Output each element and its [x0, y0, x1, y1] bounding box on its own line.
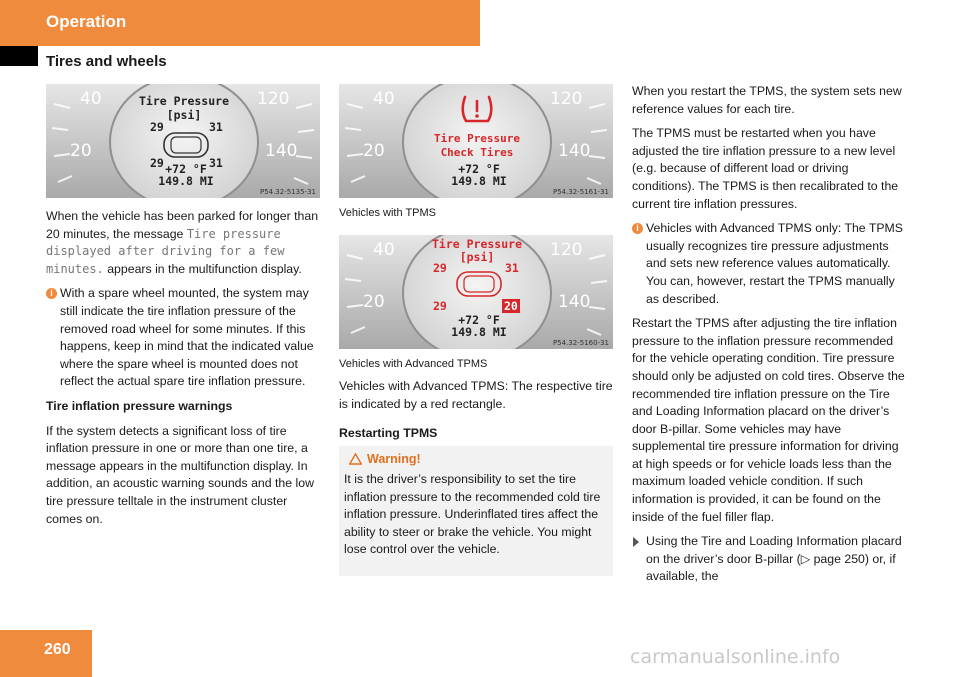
- page-reference-link[interactable]: ▷ page 250: [800, 551, 865, 566]
- watermark: carmanualsonline.info: [630, 646, 841, 668]
- column-1: [46, 208, 323, 535]
- gauge-number: 120: [257, 89, 290, 109]
- outside-temperature: +72 °F: [458, 162, 500, 176]
- figure-caption: Vehicles with TPMS: [339, 207, 437, 219]
- warning-triangle-icon: [349, 453, 362, 465]
- paragraph: When the vehicle has been parked for longer than 20 minutes, the message Tire pressure displayed after driving for a few minutes. appears in the multifunction display.: [46, 209, 319, 276]
- subheading: Restarting TPMS: [339, 426, 438, 441]
- tire-rear-left: 29: [433, 299, 447, 313]
- paragraph: The TPMS must be restarted when you have adjusted the tire inflation pressure to a new level (e.g. because of different load or driving conditions). The TPMS is then recalibrated to the current tire inflation pressures.: [632, 126, 899, 211]
- alert-line-1: Tire Pressure: [433, 132, 521, 145]
- odometer: 149.8 MI: [451, 174, 507, 188]
- gauge-number: 20: [70, 141, 92, 161]
- outside-temperature: +72 °F: [165, 162, 207, 176]
- figure-reference: P54.32-5135-31: [259, 188, 316, 196]
- tire-rear-left: 29: [150, 156, 164, 170]
- step-item: Using the Tire and Loading Information placard on the driver’s door B-pillar (▷ page 250) or, if available, the: [632, 533, 909, 586]
- outside-temperature: +72 °F: [458, 313, 500, 327]
- figure-reference: P54.32-5161-31: [552, 188, 609, 196]
- figure-reference: P54.32-5160-31: [552, 339, 609, 347]
- tire-front-left: 29: [150, 120, 164, 134]
- figure-caption: Vehicles with Advanced TPMS: [339, 358, 488, 370]
- gauge-number: 140: [558, 141, 591, 161]
- column-2: [339, 378, 615, 450]
- display-title: Tire Pressure: [431, 237, 523, 251]
- display-message: Tire pressure displayed after driving for a few minutes.: [46, 226, 285, 276]
- chapter-title: Operation: [46, 12, 127, 31]
- gauge-number: 140: [558, 292, 591, 312]
- subheading: Tire inflation pressure warnings: [46, 398, 233, 413]
- tire-front-right: 31: [209, 120, 223, 134]
- gauge-number: 20: [363, 292, 385, 312]
- tire-rear-right: 20: [504, 299, 518, 313]
- page-number: 260: [44, 641, 71, 658]
- warning-title: Warning!: [349, 452, 421, 466]
- figure-tire-pressure-warning: [339, 84, 613, 198]
- column-3: [632, 83, 909, 593]
- section-marker: [0, 46, 38, 66]
- paragraph: When you restart the TPMS, the system sets new reference values for each tire.: [632, 84, 902, 116]
- gauge-number: 140: [265, 141, 298, 161]
- tire-front-left: 29: [433, 261, 447, 275]
- odometer: 149.8 MI: [451, 325, 507, 339]
- paragraph: Restart the TPMS after adjusting the tire inflation pressure to the inflation pressure recommended for the vehicle operating condition. Tire pressure should only be adjusted on cold tires. Observe the recommended tire inflation pressure on the Tire and Loading Information placard on the driver’s door B-pillar. Some vehicles may have supplemental tire pressure information for driving at high speeds or for vehicle loads less than the maximum loaded vehicle condition. If such information is provided, it can be found on the inside of the fuel filler flap.: [632, 316, 905, 524]
- paragraph: If the system detects a significant loss of tire inflation pressure in one or more than one tire, a message appears in the multifunction display. In addition, an acoustic warning sounds and the low tire pressure telltale in the instrument cluster comes on.: [46, 423, 314, 526]
- display-title: Tire Pressure: [138, 94, 230, 108]
- paragraph: Vehicles with Advanced TPMS: The respective tire is indicated by a red rectangle.: [339, 379, 613, 411]
- info-icon: i: [46, 288, 57, 299]
- figure-tire-pressure-display: [46, 84, 320, 198]
- info-note: i Vehicles with Advanced TPMS only: The TPMS usually recognizes tire pressure adjustments and sets new reference values automatically. You can, however, restart the TPMS manually as described.: [632, 220, 909, 308]
- gauge-number: 40: [373, 240, 395, 260]
- figure-advanced-tpms-display: [339, 235, 613, 349]
- gauge-number: 40: [80, 89, 102, 109]
- info-note: i With a spare wheel mounted, the system may still indicate the tire inflation pressure of the removed road wheel for some minutes. If this happens, keep in mind that the indicated value where the spare wheel is mounted does not reflect the actual spare tire inflation pressure.: [46, 285, 323, 391]
- tire-rear-right: 31: [209, 156, 223, 170]
- display-unit: [psi]: [166, 108, 202, 122]
- arrow-right-icon: [633, 537, 639, 547]
- gauge-number: 120: [550, 240, 583, 260]
- gauge-number: 40: [373, 89, 395, 109]
- tire-front-right: 31: [505, 261, 519, 275]
- info-icon: i: [632, 223, 643, 234]
- gauge-number: 120: [550, 89, 583, 109]
- warning-box: [339, 446, 613, 576]
- gauge-number: 20: [363, 141, 385, 161]
- section-title: Tires and wheels: [46, 53, 167, 70]
- alert-line-2: Check Tires: [440, 146, 514, 159]
- odometer: 149.8 MI: [158, 174, 214, 188]
- display-unit: [psi]: [459, 250, 495, 264]
- warning-text: It is the driver’s responsibility to set the tire inflation pressure to the recommended cold tire inflation pressure. Underinflated tires affect the ability to steer or brake the vehicle. You might lose control over the vehicle.: [344, 472, 601, 557]
